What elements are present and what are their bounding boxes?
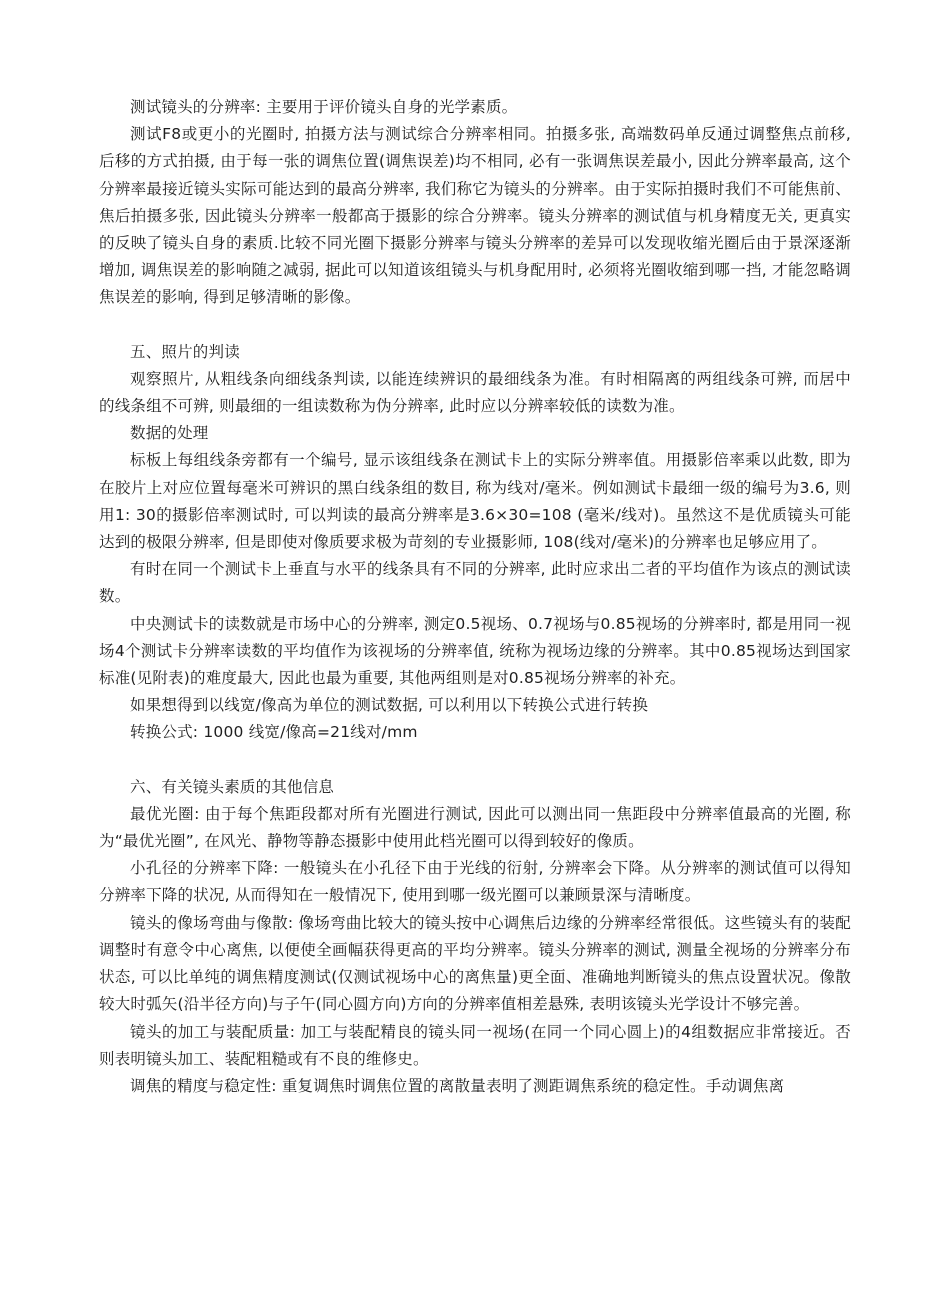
paragraph-lens-resolution-method: 测试F8或更小的光圈时, 拍摄方法与测试综合分辨率相同。拍摄多张, 高端数码单反通过调整焦点前移, 后移的方式拍摄, 由于每一张的调焦位置(调焦误差)均不相同, 必有一张调焦误差最小, 因此分辨率最高, 这个分辨率最接近镜头实际可能达到的最高分辨率, 我们称它为镜头的分辨率。由于实际拍摄时我们不可能焦前、焦后拍摄多张, 因此镜头分辨率一般都高于摄影的综合分辨率。镜头分辨率的测试值与机身精度无关, 更真实的反映了镜头自身的素质.比较不同光圈下摄影分辨率与镜头分辨率的差异可以发现收缩光圈后由于景深逐渐增加, 调焦误差的影响随之减弱, 据此可以知道该组镜头与机身配用时, 必须将光圈收缩到哪一挡, 才能忽略调焦误差的影响, 得到足够清晰的影像。: [99, 125, 851, 307]
paragraph-observe-photo: 观察照片, 从粗线条向细线条判读, 以能连续辨识的最细线条为准。有时相隔离的两组线条可辨, 而居中的线条组不可辨, 则最细的一组读数称为伪分辨率, 此时应以分辨率较低的读数为准。: [99, 369, 851, 416]
paragraph-center-card: 中央测试卡的读数就是市场中心的分辨率, 测定0.5视场、0.7视场与0.85视场的分辨率时, 都是用同一视场4个测试卡分辨率读数的平均值作为该视场的分辨率值, 统称为视场边缘的分辨率。其中0.85视场达到国家标准(见附表)的难度最大, 因此也最为重要, 其他两组则是对0.85视场分辨率的补充。: [99, 614, 851, 688]
paragraph-target-numbering: 标板上每组线条旁都有一个编号, 显示该组线条在测试卡上的实际分辨率值。用摄影倍率乘以此数, 即为在胶片上对应位置每毫米可辨识的黑白线条组的数目, 称为线对/毫米。例如测试卡最细一级的编号为3.6, 则用1: 30的摄影倍率测试时, 可以判读的最高分辨率是3.6×30=108 (毫米/线对)。虽然这不是优质镜头可能达到的极限分辨率, 但是即使对像质要求极为苛刻的专业摄影师, 108(线对/毫米)的分辨率也足够应用了。: [99, 451, 851, 552]
paragraph-line-width-conversion: 如果想得到以线宽/像高为单位的测试数据, 可以利用以下转换公式进行转换: [130, 696, 649, 715]
section-heading-photo-reading: 五、照片的判读: [130, 342, 240, 361]
section-spacer: [99, 747, 851, 774]
section-spacer: [99, 312, 851, 339]
section-heading-other-info: 六、有关镜头素质的其他信息: [130, 777, 335, 796]
paragraph-focus-precision: 调焦的精度与稳定性: 重复调焦时调焦位置的离散量表明了测距调焦系统的稳定性。手动调焦离: [130, 1076, 785, 1095]
paragraph-vertical-horizontal: 有时在同一个测试卡上垂直与水平的线条具有不同的分辨率, 此时应求出二者的平均值作为该点的测试读数。: [99, 560, 851, 606]
document-page: [99, 94, 851, 1100]
paragraph-field-curvature: 镜头的像场弯曲与像散: 像场弯曲比较大的镜头按中心调焦后边缘的分辨率经常很低。这些镜头有的装配调整时有意令中心离焦, 以便使全画幅获得更高的平均分辨率。镜头分辨率的测试, 测量全视场的分辨率分布状态, 可以比单纯的调焦精度测试(仅测试视场中心的离焦量)更全面、准确地判断镜头的焦点设置状况。像散较大时弧矢(沿半径方向)与子午(同心圆方向)方向的分辨率值相差悬殊, 表明该镜头光学设计不够完善。: [99, 913, 851, 1014]
paragraph-optimal-aperture: 最优光圈: 由于每个焦距段都对所有光圈进行测试, 因此可以测出同一焦距段中分辨率值最高的光圈, 称为“最优光圈”, 在风光、静物等静态摄影中使用此档光圈可以得到较好的像质。: [99, 804, 851, 851]
paragraph-assembly-quality: 镜头的加工与装配质量: 加工与装配精良的镜头同一视场(在同一个同心圆上)的4组数据应非常接近。否则表明镜头加工、装配粗糙或有不良的维修史。: [99, 1022, 851, 1068]
paragraph-small-aperture: 小孔径的分辨率下降: 一般镜头在小孔径下由于光线的衍射, 分辨率会下降。从分辨率的测试值可以得知分辨率下降的状况, 从而得知在一般情况下, 使用到哪一级光圈可以兼顾景深与清晰度。: [99, 859, 851, 905]
subheading-data-processing: 数据的处理: [130, 424, 209, 443]
paragraph-lens-resolution-intro: 测试镜头的分辨率: 主要用于评价镜头自身的光学素质。: [130, 98, 518, 116]
paragraph-conversion-formula: 转换公式: 1000 线宽/像高=21线对/mm: [130, 723, 418, 742]
